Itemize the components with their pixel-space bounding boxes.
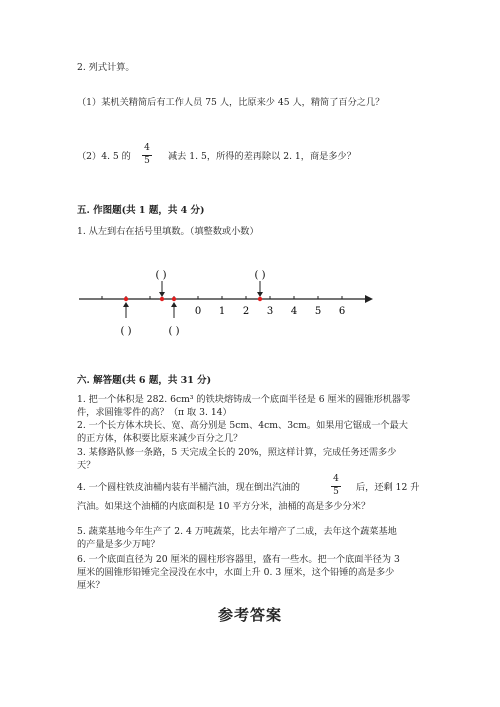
tick-label-4: 4 xyxy=(290,306,298,317)
arrow-down-icon xyxy=(159,292,165,297)
tick-label-1: 1 xyxy=(218,306,226,317)
blank-above-2: ( ) xyxy=(254,270,266,281)
question-5-1: 1. 从左到右在括号里填数。（填整数或小数） xyxy=(77,226,259,237)
blank-below-1: ( ) xyxy=(120,326,132,337)
section-6-heading: 六. 解答题(共 6 题，共 31 分) xyxy=(77,375,212,386)
question-6-4-line-2: 汽油。如果这个油桶的内底面积是 10 平方分米，油桶的高是多少分米？ xyxy=(77,501,371,512)
number-line-figure xyxy=(76,262,376,344)
point-a xyxy=(124,297,128,301)
question-6-2-line-1: 2. 一个长方体木块长、宽、高分别是 5cm、4cm、3cm。如果用它锯成一个最大 xyxy=(77,420,408,431)
section-5-heading: 五. 作图题(共 1 题，共 4 分) xyxy=(77,205,205,216)
fraction-four-fifths xyxy=(141,143,153,167)
fraction-denominator: 5 xyxy=(144,156,150,166)
arrow-up-icon xyxy=(171,302,177,307)
question-6-4-prefix: 4. 一个圆柱铁皮油桶内装有半桶汽油，现在倒出汽油的 xyxy=(77,482,300,493)
tick-label-3: 3 xyxy=(266,306,274,317)
point-c xyxy=(172,297,176,301)
blank-above-1: ( ) xyxy=(155,270,167,281)
question-2-2-suffix: 减去 1. 5，所得的差再除以 2. 1，商是多少？ xyxy=(168,151,356,162)
question-6-6-line-3: 厘米？ xyxy=(77,580,105,591)
blank-below-2: ( ) xyxy=(168,326,180,337)
point-b xyxy=(160,297,164,301)
question-6-2-line-2: 的正方体，体积要比原来减少百分之几？ xyxy=(77,433,243,444)
number-line-arrow-icon xyxy=(365,295,373,303)
question-6-6-line-2: 厘米的圆锥形铅锤完全浸没在水中，水面上升 0. 3 厘米，这个铅锤的高是多少 xyxy=(77,567,395,578)
question-6-1-line-1: 1. 把一个体积是 282. 6cm³ 的铁块熔铸成一个底面半径是 6 厘米的圆锥形机器零 xyxy=(77,394,411,405)
tick-label-2: 2 xyxy=(242,306,250,317)
fraction-numerator: 4 xyxy=(333,474,339,484)
question-6-3-line-1: 3. 某修路队修一条路，5 天完成全长的 20%，照这样计算，完成任务还需多少 xyxy=(77,447,397,458)
tick-label-0: 0 xyxy=(194,306,202,317)
section-2-heading: 2. 列式计算。 xyxy=(77,62,135,73)
question-6-4-suffix: 后，还剩 12 升 xyxy=(356,482,420,493)
question-6-1-line-2: 件，求圆锥零件的高？（π 取 3. 14） xyxy=(77,407,232,418)
fraction-numerator: 4 xyxy=(144,143,150,153)
fraction-denominator: 5 xyxy=(333,487,339,497)
question-6-5-line-2: 的产量是多少万吨？ xyxy=(77,539,160,550)
question-2-1: （1）某机关精简后有工作人员 75 人，比原来少 45 人，精简了百分之几？ xyxy=(77,97,385,108)
tick-label-6: 6 xyxy=(338,306,346,317)
tick-label-5: 5 xyxy=(314,306,322,317)
fraction-four-fifths xyxy=(330,474,342,498)
question-6-3-line-2: 天？ xyxy=(77,460,96,471)
arrow-down-icon xyxy=(257,292,263,297)
answers-title: 参考答案 xyxy=(217,606,282,624)
point-d xyxy=(258,297,262,301)
question-6-5-line-1: 5. 蔬菜基地今年生产了 2. 4 万吨蔬菜，比去年增产了二成，去年这个蔬菜基地 xyxy=(77,526,397,537)
question-6-6-line-1: 6. 一个底面直径为 20 厘米的圆柱形容器里，盛有一些水。把一个底面半径为 3 xyxy=(77,554,400,565)
arrow-up-icon xyxy=(123,302,129,307)
question-2-2-prefix: （2）4. 5 的 xyxy=(77,151,131,162)
